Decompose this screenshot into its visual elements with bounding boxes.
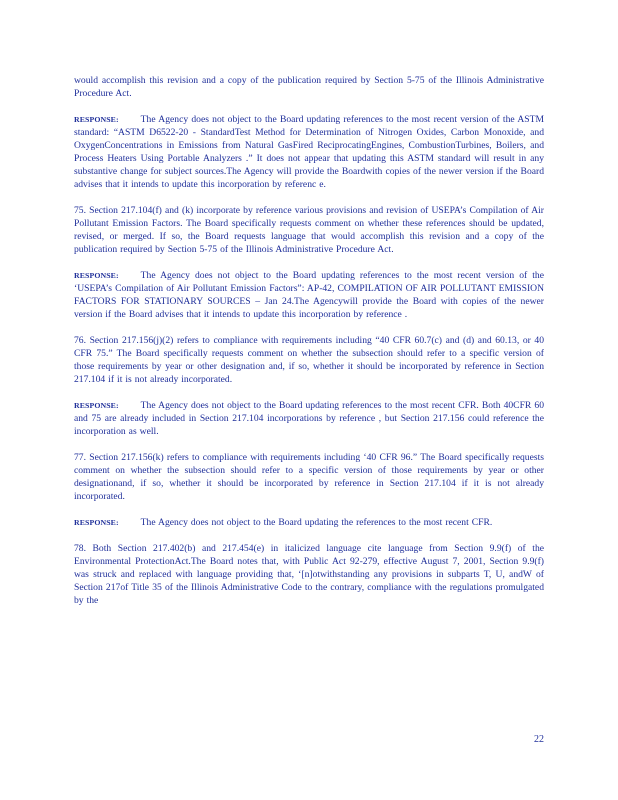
paragraph [74,542,544,607]
paragraph-text: 76. Section 217.156(j)(2) refers to compliance with requirements including “40 CFR 60.7(c) and (d) and 60.13, or 40 CFR 75.” The Board specifically requests comment on whether the subsection should refer to a specific version of those requirements by year or other designation and, if so, whether it should be incorporated by reference in Section 217.104 if it is not already incorporated. [74,335,544,385]
paragraph [74,334,544,386]
paragraph [74,204,544,256]
paragraph [74,74,544,100]
response-label: RESPONSE: [74,401,119,410]
response-label: RESPONSE: [74,115,119,124]
paragraph-text: The Agency does not object to the Board updating the references to the most recent CFR. [140,517,493,528]
paragraph-text: 77. Section 217.156(k) refers to compliance with requirements including ‘40 CFR 96.” The Board specifically requests comment on whether the subsection should refer to a specific version of those requirements by year or other designationand, if so, whether it should be incorporated by reference in Section 217.104 if it is not already incorporated. [74,452,544,502]
paragraph-text: The Agency does not object to the Board updating references to the most recent CFR. Both 40CFR 60 and 75 are already included in Section 217.104 incorporations by reference , but Section 217.156 could reference the incorporation as well. [74,400,544,437]
paragraph-text: The Agency does not object to the Board updating references to the most recent version of the ‘USEPA’s Compilation of Air Pollutant Emission Factors”: AP-42, COMPILATION OF AIR POLLUTANT EMISSION FACTORS FOR STATIONARY SOURCES – Jan 24.The Agencywill provide the Board with copies of the newer version if the Board advises that it intends to update this incorporation by reference . [74,270,544,320]
response-label: RESPONSE: [74,518,119,527]
paragraph [74,399,544,438]
document-body [74,74,544,620]
paragraph [74,269,544,321]
paragraph [74,113,544,191]
paragraph-text: would accomplish this revision and a copy of the publication required by Section 5-75 of the Illinois Administrative Procedure Act. [74,75,544,99]
response-label: RESPONSE: [74,271,119,280]
paragraph-text: 78. Both Section 217.402(b) and 217.454(e) in italicized language cite language from Section 9.9(f) of the Environmental ProtectionAct.The Board notes that, with Public Act 92-279, effective August 7, 2001, Section 9.9(f) was struck and replaced with language providing that, ‘[n]otwithstanding any provisions in subparts T, U, andW of Section 217of Title 35 of the Illinois Administrative Code to the contrary, compliance with the regulations promulgated by the [74,543,544,606]
paragraph [74,451,544,503]
paragraph-text: 75. Section 217.104(f) and (k) incorporate by reference various provisions and revision of USEPA’s Compilation of Air Pollutant Emission Factors. The Board specifically requests comment on whether these references should be updated, revised, or merged. If so, the Board requests language that would accomplish this revision and a copy of the publication required by Section 5-75 of the Illinois Administrative Procedure Act. [74,205,544,255]
paragraph-text: The Agency does not object to the Board updating references to the most recent version of the ASTM standard: “ASTM D6522-20 - StandardTest Method for Determination of Nitrogen Oxides, Carbon Monoxide, and OxygenConcentrations in Emissions from Natural GasFired ReciprocatingEngines, CombustionTurbines, Boilers, and Process Heaters Using Portable Analyzers .” It does not appear that updating this ASTM standard will result in any substantive change for subject sources.The Agency will provide the Boardwith copies of the newer version if the Board advises that it intends to update this incorporation by referenc e. [74,114,544,190]
paragraph [74,516,544,529]
page-number: 22 [534,734,544,745]
